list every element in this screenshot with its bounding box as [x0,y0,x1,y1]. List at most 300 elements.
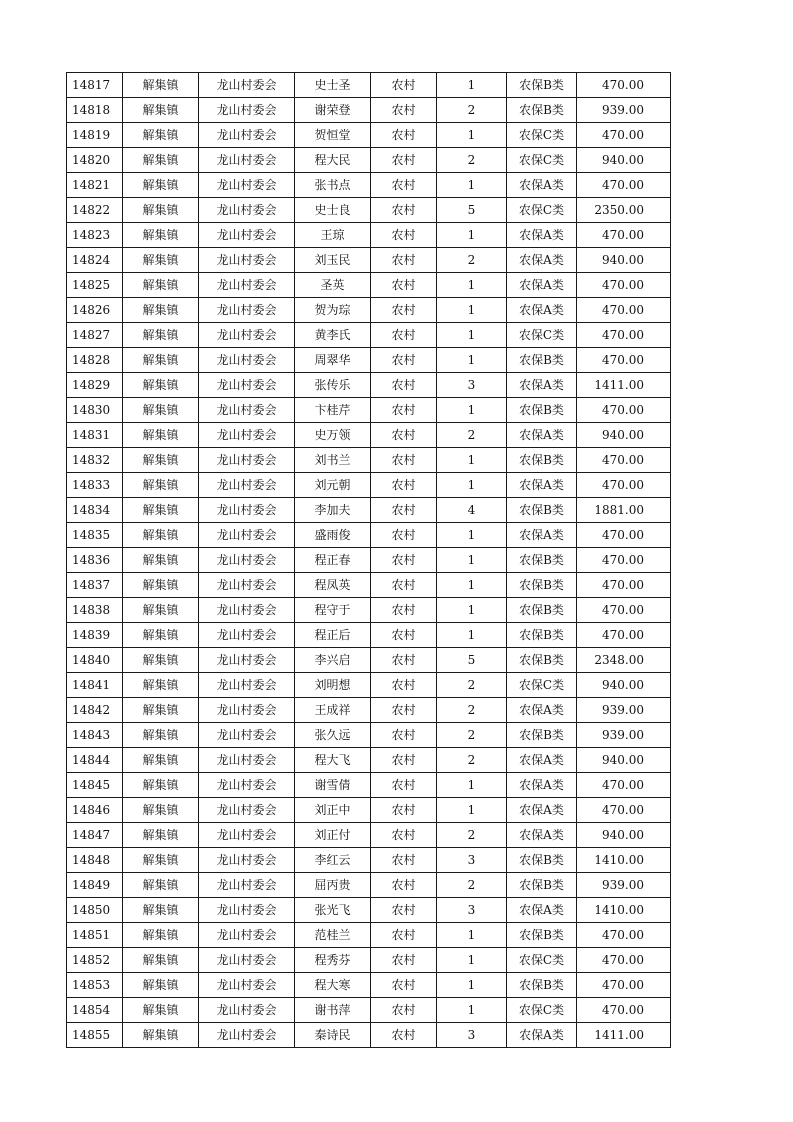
town-cell: 解集镇 [123,898,199,923]
village-committee-cell: 龙山村委会 [199,748,295,773]
amount-cell: 939.00 [577,873,671,898]
table-row [67,373,671,398]
insurance-category-cell: 农保A类 [507,373,577,398]
person-name-cell: 贺为琮 [295,298,371,323]
record-id-cell: 14851 [67,923,123,948]
village-committee-cell: 龙山村委会 [199,298,295,323]
town-cell: 解集镇 [123,298,199,323]
village-committee-cell: 龙山村委会 [199,698,295,723]
person-name-cell: 屈丙贵 [295,873,371,898]
village-committee-cell: 龙山村委会 [199,498,295,523]
area-type-cell: 农村 [371,773,437,798]
amount-cell: 1411.00 [577,1023,671,1048]
amount-cell: 1410.00 [577,898,671,923]
table-row [67,798,671,823]
area-type-cell: 农村 [371,173,437,198]
village-committee-cell: 龙山村委会 [199,1023,295,1048]
village-committee-cell: 龙山村委会 [199,573,295,598]
household-count-cell: 2 [437,823,507,848]
person-name-cell: 张久远 [295,723,371,748]
person-name-cell: 王琼 [295,223,371,248]
village-committee-cell: 龙山村委会 [199,798,295,823]
village-committee-cell: 龙山村委会 [199,448,295,473]
village-committee-cell: 龙山村委会 [199,948,295,973]
person-name-cell: 李兴启 [295,648,371,673]
person-name-cell: 范桂兰 [295,923,371,948]
person-name-cell: 卞桂芹 [295,398,371,423]
record-id-cell: 14845 [67,773,123,798]
record-id-cell: 14822 [67,198,123,223]
area-type-cell: 农村 [371,673,437,698]
insurance-category-cell: 农保B类 [507,973,577,998]
amount-cell: 470.00 [577,173,671,198]
town-cell: 解集镇 [123,148,199,173]
person-name-cell: 史万领 [295,423,371,448]
table-row [67,323,671,348]
town-cell: 解集镇 [123,998,199,1023]
village-committee-cell: 龙山村委会 [199,773,295,798]
person-name-cell: 程大寒 [295,973,371,998]
person-name-cell: 盛雨俊 [295,523,371,548]
village-committee-cell: 龙山村委会 [199,473,295,498]
person-name-cell: 周翠华 [295,348,371,373]
town-cell: 解集镇 [123,873,199,898]
insurance-category-cell: 农保C类 [507,673,577,698]
area-type-cell: 农村 [371,548,437,573]
household-count-cell: 1 [437,323,507,348]
record-id-cell: 14837 [67,573,123,598]
record-id-cell: 14841 [67,673,123,698]
amount-cell: 470.00 [577,448,671,473]
amount-cell: 1410.00 [577,848,671,873]
insurance-category-cell: 农保A类 [507,823,577,848]
area-type-cell: 农村 [371,748,437,773]
household-count-cell: 2 [437,723,507,748]
insurance-category-cell: 农保C类 [507,998,577,1023]
household-count-cell: 1 [437,923,507,948]
town-cell: 解集镇 [123,173,199,198]
town-cell: 解集镇 [123,323,199,348]
town-cell: 解集镇 [123,748,199,773]
town-cell: 解集镇 [123,773,199,798]
record-id-cell: 14820 [67,148,123,173]
area-type-cell: 农村 [371,1023,437,1048]
town-cell: 解集镇 [123,573,199,598]
insurance-category-cell: 农保B类 [507,648,577,673]
insurance-category-cell: 农保C类 [507,323,577,348]
area-type-cell: 农村 [371,998,437,1023]
town-cell: 解集镇 [123,548,199,573]
record-id-cell: 14846 [67,798,123,823]
amount-cell: 1411.00 [577,373,671,398]
village-committee-cell: 龙山村委会 [199,648,295,673]
insurance-category-cell: 农保A类 [507,223,577,248]
amount-cell: 470.00 [577,948,671,973]
household-count-cell: 1 [437,73,507,98]
village-committee-cell: 龙山村委会 [199,823,295,848]
record-id-cell: 14840 [67,648,123,673]
table-row [67,848,671,873]
record-id-cell: 14818 [67,98,123,123]
amount-cell: 940.00 [577,673,671,698]
amount-cell: 470.00 [577,548,671,573]
village-committee-cell: 龙山村委会 [199,348,295,373]
record-id-cell: 14834 [67,498,123,523]
person-name-cell: 李红云 [295,848,371,873]
town-cell: 解集镇 [123,198,199,223]
record-id-cell: 14826 [67,298,123,323]
area-type-cell: 农村 [371,948,437,973]
area-type-cell: 农村 [371,348,437,373]
village-committee-cell: 龙山村委会 [199,373,295,398]
record-id-cell: 14821 [67,173,123,198]
insurance-category-cell: 农保A类 [507,898,577,923]
record-id-cell: 14831 [67,423,123,448]
insurance-category-cell: 农保A类 [507,248,577,273]
household-count-cell: 1 [437,948,507,973]
household-count-cell: 1 [437,523,507,548]
table-row [67,398,671,423]
town-cell: 解集镇 [123,848,199,873]
record-id-cell: 14844 [67,748,123,773]
person-name-cell: 李加夫 [295,498,371,523]
town-cell: 解集镇 [123,373,199,398]
table-row [67,748,671,773]
person-name-cell: 刘玉民 [295,248,371,273]
insurance-category-cell: 农保A类 [507,423,577,448]
area-type-cell: 农村 [371,523,437,548]
area-type-cell: 农村 [371,873,437,898]
record-id-cell: 14823 [67,223,123,248]
amount-cell: 470.00 [577,973,671,998]
village-committee-cell: 龙山村委会 [199,248,295,273]
insurance-category-cell: 农保B类 [507,448,577,473]
insurance-category-cell: 农保B类 [507,598,577,623]
record-id-cell: 14847 [67,823,123,848]
amount-cell: 940.00 [577,748,671,773]
record-id-cell: 14824 [67,248,123,273]
household-count-cell: 5 [437,648,507,673]
household-count-cell: 1 [437,473,507,498]
insurance-category-cell: 农保B类 [507,923,577,948]
amount-cell: 470.00 [577,773,671,798]
person-name-cell: 程正后 [295,623,371,648]
table-row [67,948,671,973]
area-type-cell: 农村 [371,573,437,598]
amount-cell: 939.00 [577,698,671,723]
amount-cell: 470.00 [577,998,671,1023]
record-id-cell: 14828 [67,348,123,373]
village-committee-cell: 龙山村委会 [199,848,295,873]
table-row [67,998,671,1023]
person-name-cell: 秦诗民 [295,1023,371,1048]
village-committee-cell: 龙山村委会 [199,723,295,748]
table-row [67,348,671,373]
amount-cell: 470.00 [577,523,671,548]
amount-cell: 939.00 [577,98,671,123]
person-name-cell: 程大民 [295,148,371,173]
household-count-cell: 1 [437,573,507,598]
amount-cell: 470.00 [577,323,671,348]
village-committee-cell: 龙山村委会 [199,273,295,298]
insurance-category-cell: 农保B类 [507,623,577,648]
table-row [67,173,671,198]
village-committee-cell: 龙山村委会 [199,223,295,248]
area-type-cell: 农村 [371,898,437,923]
household-count-cell: 1 [437,548,507,573]
area-type-cell: 农村 [371,848,437,873]
table-row [67,723,671,748]
village-committee-cell: 龙山村委会 [199,323,295,348]
table-row [67,473,671,498]
village-committee-cell: 龙山村委会 [199,923,295,948]
household-count-cell: 1 [437,598,507,623]
table-row [67,673,671,698]
amount-cell: 470.00 [577,223,671,248]
village-committee-cell: 龙山村委会 [199,898,295,923]
village-committee-cell: 龙山村委会 [199,998,295,1023]
town-cell: 解集镇 [123,398,199,423]
household-count-cell: 2 [437,98,507,123]
household-count-cell: 1 [437,123,507,148]
area-type-cell: 农村 [371,473,437,498]
area-type-cell: 农村 [371,398,437,423]
town-cell: 解集镇 [123,598,199,623]
area-type-cell: 农村 [371,323,437,348]
area-type-cell: 农村 [371,498,437,523]
town-cell: 解集镇 [123,123,199,148]
insurance-category-cell: 农保B类 [507,73,577,98]
household-count-cell: 2 [437,423,507,448]
town-cell: 解集镇 [123,1023,199,1048]
amount-cell: 939.00 [577,723,671,748]
table-row [67,523,671,548]
person-name-cell: 刘正中 [295,798,371,823]
village-committee-cell: 龙山村委会 [199,873,295,898]
town-cell: 解集镇 [123,948,199,973]
subsidy-table [66,72,671,1048]
village-committee-cell: 龙山村委会 [199,148,295,173]
record-id-cell: 14853 [67,973,123,998]
insurance-category-cell: 农保B类 [507,573,577,598]
record-id-cell: 14852 [67,948,123,973]
town-cell: 解集镇 [123,523,199,548]
village-committee-cell: 龙山村委会 [199,623,295,648]
village-committee-cell: 龙山村委会 [199,598,295,623]
village-committee-cell: 龙山村委会 [199,98,295,123]
amount-cell: 470.00 [577,598,671,623]
person-name-cell: 程正春 [295,548,371,573]
amount-cell: 940.00 [577,823,671,848]
household-count-cell: 1 [437,623,507,648]
household-count-cell: 1 [437,173,507,198]
household-count-cell: 1 [437,773,507,798]
insurance-category-cell: 农保B类 [507,498,577,523]
amount-cell: 470.00 [577,123,671,148]
household-count-cell: 4 [437,498,507,523]
town-cell: 解集镇 [123,648,199,673]
household-count-cell: 1 [437,998,507,1023]
household-count-cell: 3 [437,1023,507,1048]
table-row [67,448,671,473]
area-type-cell: 农村 [371,423,437,448]
household-count-cell: 1 [437,223,507,248]
area-type-cell: 农村 [371,698,437,723]
town-cell: 解集镇 [123,673,199,698]
area-type-cell: 农村 [371,273,437,298]
household-count-cell: 2 [437,748,507,773]
town-cell: 解集镇 [123,273,199,298]
insurance-category-cell: 农保A类 [507,773,577,798]
table-row [67,698,671,723]
person-name-cell: 谢雪倩 [295,773,371,798]
record-id-cell: 14848 [67,848,123,873]
table-row [67,223,671,248]
household-count-cell: 1 [437,798,507,823]
village-committee-cell: 龙山村委会 [199,423,295,448]
table-row [67,423,671,448]
town-cell: 解集镇 [123,348,199,373]
insurance-category-cell: 农保B类 [507,723,577,748]
person-name-cell: 程秀芬 [295,948,371,973]
person-name-cell: 程大飞 [295,748,371,773]
record-id-cell: 14819 [67,123,123,148]
table-row [67,573,671,598]
town-cell: 解集镇 [123,973,199,998]
person-name-cell: 张光飞 [295,898,371,923]
insurance-category-cell: 农保B类 [507,548,577,573]
amount-cell: 470.00 [577,298,671,323]
area-type-cell: 农村 [371,823,437,848]
record-id-cell: 14836 [67,548,123,573]
village-committee-cell: 龙山村委会 [199,673,295,698]
town-cell: 解集镇 [123,223,199,248]
table-row [67,923,671,948]
household-count-cell: 5 [437,198,507,223]
table-row [67,298,671,323]
insurance-category-cell: 农保C类 [507,198,577,223]
household-count-cell: 1 [437,348,507,373]
insurance-category-cell: 农保A类 [507,173,577,198]
table-row [67,73,671,98]
area-type-cell: 农村 [371,248,437,273]
area-type-cell: 农村 [371,373,437,398]
insurance-category-cell: 农保C类 [507,148,577,173]
town-cell: 解集镇 [123,248,199,273]
record-id-cell: 14838 [67,598,123,623]
table-row [67,623,671,648]
area-type-cell: 农村 [371,648,437,673]
table-row [67,548,671,573]
insurance-category-cell: 农保A类 [507,473,577,498]
person-name-cell: 谢书萍 [295,998,371,1023]
table-row [67,498,671,523]
record-id-cell: 14854 [67,998,123,1023]
area-type-cell: 农村 [371,798,437,823]
insurance-category-cell: 农保A类 [507,523,577,548]
record-id-cell: 14839 [67,623,123,648]
insurance-category-cell: 农保C类 [507,123,577,148]
village-committee-cell: 龙山村委会 [199,73,295,98]
record-id-cell: 14850 [67,898,123,923]
village-committee-cell: 龙山村委会 [199,548,295,573]
household-count-cell: 2 [437,873,507,898]
record-id-cell: 14817 [67,73,123,98]
table-row [67,98,671,123]
area-type-cell: 农村 [371,148,437,173]
table-row [67,123,671,148]
household-count-cell: 1 [437,273,507,298]
amount-cell: 940.00 [577,423,671,448]
person-name-cell: 张书点 [295,173,371,198]
amount-cell: 470.00 [577,398,671,423]
person-name-cell: 贺恒堂 [295,123,371,148]
amount-cell: 1881.00 [577,498,671,523]
household-count-cell: 1 [437,973,507,998]
area-type-cell: 农村 [371,448,437,473]
record-id-cell: 14855 [67,1023,123,1048]
person-name-cell: 圣英 [295,273,371,298]
person-name-cell: 刘正付 [295,823,371,848]
person-name-cell: 史士良 [295,198,371,223]
person-name-cell: 谢荣登 [295,98,371,123]
insurance-category-cell: 农保A类 [507,1023,577,1048]
insurance-category-cell: 农保B类 [507,398,577,423]
area-type-cell: 农村 [371,723,437,748]
village-committee-cell: 龙山村委会 [199,173,295,198]
household-count-cell: 2 [437,148,507,173]
amount-cell: 2350.00 [577,198,671,223]
insurance-category-cell: 农保A类 [507,273,577,298]
table-row [67,823,671,848]
table-row [67,898,671,923]
village-committee-cell: 龙山村委会 [199,973,295,998]
person-name-cell: 黄李氏 [295,323,371,348]
village-committee-cell: 龙山村委会 [199,523,295,548]
area-type-cell: 农村 [371,198,437,223]
insurance-category-cell: 农保A类 [507,698,577,723]
insurance-category-cell: 农保B类 [507,98,577,123]
area-type-cell: 农村 [371,98,437,123]
town-cell: 解集镇 [123,423,199,448]
person-name-cell: 刘明想 [295,673,371,698]
area-type-cell: 农村 [371,73,437,98]
household-count-cell: 3 [437,373,507,398]
person-name-cell: 刘元朝 [295,473,371,498]
insurance-category-cell: 农保A类 [507,298,577,323]
record-id-cell: 14849 [67,873,123,898]
household-count-cell: 3 [437,898,507,923]
record-id-cell: 14835 [67,523,123,548]
insurance-category-cell: 农保C类 [507,948,577,973]
amount-cell: 940.00 [577,148,671,173]
record-id-cell: 14832 [67,448,123,473]
insurance-category-cell: 农保A类 [507,798,577,823]
area-type-cell: 农村 [371,923,437,948]
household-count-cell: 3 [437,848,507,873]
table-row [67,598,671,623]
amount-cell: 470.00 [577,473,671,498]
amount-cell: 470.00 [577,798,671,823]
insurance-category-cell: 农保B类 [507,348,577,373]
record-id-cell: 14827 [67,323,123,348]
record-id-cell: 14843 [67,723,123,748]
table-row [67,273,671,298]
village-committee-cell: 龙山村委会 [199,198,295,223]
table-row [67,1023,671,1048]
amount-cell: 940.00 [577,248,671,273]
table-row [67,773,671,798]
